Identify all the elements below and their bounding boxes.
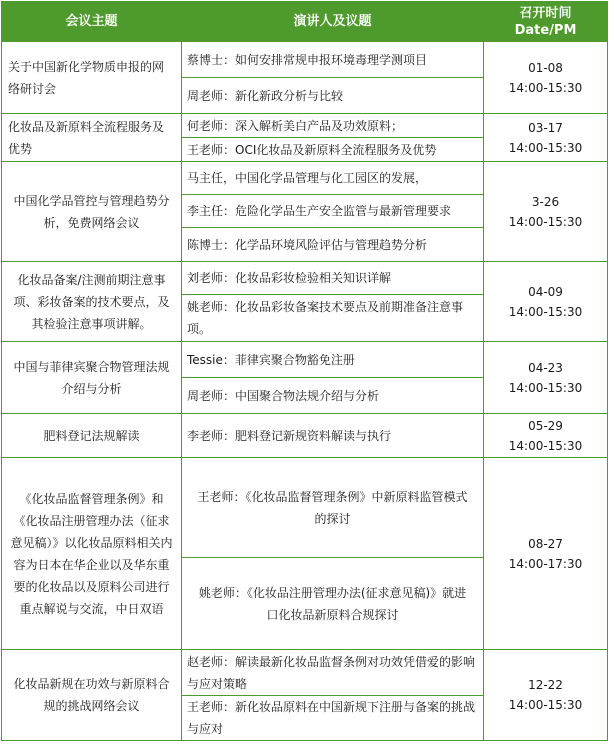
speaker-cell: 陈博士：化学品环境风险评估与管理趋势分析 bbox=[182, 228, 484, 262]
time-value: 14:00-17:30 bbox=[508, 556, 583, 571]
date-cell bbox=[484, 342, 608, 414]
speaker-cell: 姚老师：《化妆品注册管理办法(征求意见稿)》就进口化妆品新原料合规探讨 bbox=[182, 558, 484, 650]
topic-cell: 肥料登记法规解读 bbox=[2, 414, 182, 458]
speaker-cell: 王老师：《化妆品监督管理条例》中新原料监管模式的探讨 bbox=[182, 458, 484, 558]
time-value: 14:00-15:30 bbox=[508, 140, 583, 155]
seminar-schedule-table bbox=[1, 1, 608, 741]
speaker-cell: 马主任，中国化学品管理与化工园区的发展， bbox=[182, 162, 484, 195]
table-row bbox=[2, 162, 608, 195]
table-row bbox=[2, 342, 608, 378]
date-value: 04-23 bbox=[528, 360, 563, 375]
header-date-line2: Date/PM bbox=[514, 22, 577, 38]
header-speakers: 演讲人及议题 bbox=[182, 2, 484, 42]
date-cell bbox=[484, 42, 608, 114]
topic-cell: 化妆品备案/注测前期注意事项、彩妆备案的技术要点，及其检验注意事项讲解。 bbox=[2, 262, 182, 342]
table-row bbox=[2, 458, 608, 558]
table-row bbox=[2, 42, 608, 78]
date-value: 08-27 bbox=[528, 536, 563, 551]
header-row bbox=[2, 2, 608, 42]
topic-cell: 中国与菲律宾聚合物管理法规介绍与分析 bbox=[2, 342, 182, 414]
speaker-cell: Tessie：菲律宾聚合物豁免注册 bbox=[182, 342, 484, 378]
topic-cell: 关于中国新化学物质申报的网络研讨会 bbox=[2, 42, 182, 114]
time-value: 14:00-15:30 bbox=[508, 698, 583, 712]
speaker-cell: 李老师：肥料登记新规资料解读与执行 bbox=[182, 414, 484, 458]
topic-cell: 中国化学品管控与管理趋势分析，免费网络会议 bbox=[2, 162, 182, 262]
topic-cell: 《化妆品监督管理条例》和《化妆品注册管理办法（征求意见稿）》以化妆品原料相关内容为日本在华企业以及华东重要的化妆品以及原料公司进行重点解说与交流，中日双语 bbox=[2, 458, 182, 650]
header-date bbox=[484, 2, 608, 42]
time-value: 14:00-15:30 bbox=[508, 80, 583, 95]
date-value: 01-08 bbox=[528, 60, 563, 75]
date-cell bbox=[484, 162, 608, 262]
header-topic: 会议主题 bbox=[2, 2, 182, 42]
topic-cell: 化妆品及新原料全流程服务及优势 bbox=[2, 114, 182, 162]
table-row bbox=[2, 414, 608, 458]
time-value: 14:00-15:30 bbox=[508, 304, 583, 319]
date-value: 3-26 bbox=[531, 194, 560, 209]
speaker-cell: 李主任：危险化学品生产安全监管与最新管理要求 bbox=[182, 195, 484, 228]
table-row bbox=[2, 262, 608, 295]
date-value: 12-22 bbox=[528, 678, 563, 692]
date-cell bbox=[484, 458, 608, 650]
speaker-cell: 何老师：深入解析美白产品及功效原料； bbox=[182, 114, 484, 138]
table-row bbox=[2, 650, 608, 696]
time-value: 14:00-15:30 bbox=[508, 214, 583, 229]
table-row bbox=[2, 114, 608, 138]
speaker-cell: 刘老师：化妆品彩妆检验相关知识详解 bbox=[182, 262, 484, 295]
speaker-cell: 王老师：新化妆品原料在中国新规下注册与备案的挑战与应对 bbox=[182, 696, 484, 741]
date-value: 03-17 bbox=[528, 120, 563, 135]
time-value: 14:00-15:30 bbox=[508, 438, 583, 453]
header-date-line1: 召开时间 bbox=[519, 5, 572, 21]
speaker-cell: 赵老师：解读最新化妆品监督条例对功效凭借爱的影响与应对策略 bbox=[182, 650, 484, 696]
speaker-cell: 周老师：中国聚合物法规介绍与分析 bbox=[182, 378, 484, 414]
speaker-cell: 姚老师：化妆品彩妆备案技术要点及前期准备注意事项。 bbox=[182, 295, 484, 342]
date-cell bbox=[484, 262, 608, 342]
topic-cell: 化妆品新规在功效与新原料合规的挑战网络会议 bbox=[2, 650, 182, 741]
speaker-cell: 蔡博士：如何安排常规申报环境毒理学测项目 bbox=[182, 42, 484, 78]
date-value: 05-29 bbox=[528, 418, 563, 433]
date-cell bbox=[484, 414, 608, 458]
speaker-cell: 周老师：新化新政分析与比较 bbox=[182, 78, 484, 114]
time-value: 14:00-15:30 bbox=[508, 380, 583, 395]
date-cell bbox=[484, 650, 608, 741]
speaker-cell: 王老师：OCI化妆品及新原料全流程服务及优势 bbox=[182, 138, 484, 162]
date-value: 04-09 bbox=[528, 284, 563, 299]
date-cell bbox=[484, 114, 608, 162]
